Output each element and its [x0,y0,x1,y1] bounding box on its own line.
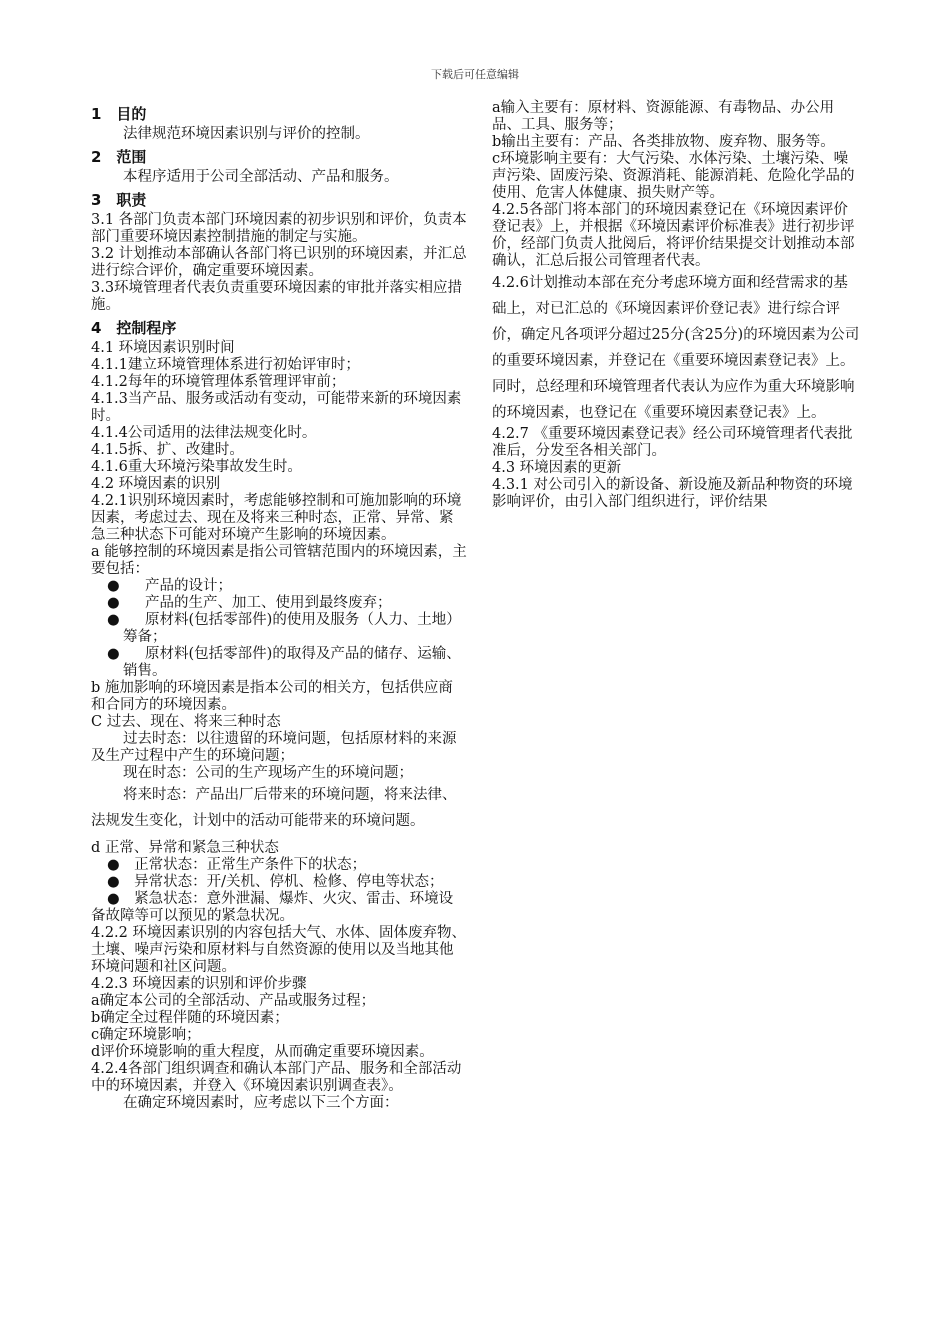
clause-4-2-2: 4.2.2 环境因素识别的内容包括大气、水体、固体废弃物、土壤、噪声污染和原材料与自然资源的使用以及当地其他环境问题和社区问题。 [91,925,467,975]
bullet-icon: ● [107,857,135,873]
output-item: b输出主要有：产品、各类排放物、废弃物、服务等。 [492,134,835,150]
bullet-item: ● 正常状态：正常生产条件下的状态； [107,857,367,873]
bullet-item: ● 产品的设计； [91,578,467,595]
clause-4-1-1: 4.1.1建立环境管理体系进行初始评审时； [91,357,360,373]
item-a: a 能够控制的环境因素是指公司管辖范围内的环境因素，主要包括： [91,544,467,577]
clause-4-2: 4.2 环境因素的识别 [91,476,221,492]
bullet-icon: ● [107,874,135,890]
bullet-icon: ● [107,891,135,907]
section-4-heading: 4 控制程序 [91,319,177,337]
bullet-item: ● 紧急状态：意外泄漏、爆炸、火灾、雷击、环境设备故障等可以预见的紧急状况。 [91,891,454,924]
future-state: 将来时态：产品出厂后带来的环境问题，将来法律、法规发生变化，计划中的活动可能带来的环境问题。 [91,787,457,829]
clause-4-1-2: 4.1.2每年的环境管理体系管理评审前； [91,374,346,390]
past-state: 过去时态：以往遗留的环境问题，包括原材料的来源及生产过程中产生的环境问题； [91,731,457,764]
section-3-heading: 3 职责 [91,191,147,209]
clause-3-1: 3.1 各部门负责本部门环境因素的初步识别和评价，负责本部门重要环境因素控制措施的制定与实施。 [91,212,467,245]
bullet-item: ● 产品的生产、加工、使用到最终废弃； [91,595,467,612]
clause-4-1-4: 4.1.4公司适用的法律法规变化时。 [91,425,317,441]
clause-4-2-1: 4.2.1识别环境因素时，考虑能够控制和可施加影响的环境因素，考虑过去、现在及将来三种时态，正常、异常、紧急三种状态下可能对环境产生影响的环境因素。 [91,493,462,543]
step-item: b确定全过程伴随的环境因素； [91,1010,289,1026]
clause-4-2-4-note: 在确定环境因素时，应考虑以下三个方面： [123,1095,399,1111]
bullet-icon: ● [107,578,120,594]
bullet-icon: ● [107,595,120,611]
clause-4-1-6: 4.1.6重大环境污染事故发生时。 [91,459,302,475]
bullet-icon: ● [107,646,120,662]
step-item: d评价环境影响的重大程度，从而确定重要环境因素。 [91,1044,434,1060]
right-column [492,100,862,511]
clause-4-3-1: 4.3.1 对公司引入的新设备、新设施及新品种物资的环境影响评价，由引入部门组织进行，评价结果 [492,477,853,510]
section-2-heading: 2 范围 [91,148,147,166]
item-d: d 正常、异常和紧急三种状态 [91,840,279,856]
clause-4-1: 4.1 环境因素识别时间 [91,340,235,356]
clause-3-2: 3.2 计划推动本部确认各部门将已识别的环境因素，并汇总进行综合评价，确定重要环境因素。 [91,246,467,279]
bullet-icon: ● [107,612,120,628]
step-item: a确定本公司的全部活动、产品或服务过程； [91,993,376,1009]
section-2-body: 本程序适用于公司全部活动、产品和服务。 [123,169,399,185]
step-item: c确定环境影响； [91,1027,201,1043]
bullet-item: ● 原材料(包括零部件)的取得及产品的储存、运输、销售。 [91,646,467,680]
clause-4-1-3: 4.1.3当产品、服务或活动有变动，可能带来新的环境因素时。 [91,391,462,424]
item-b: b 施加影响的环境因素是指本公司的相关方，包括供应商和合同方的环境因素。 [91,680,453,713]
clause-4-2-5: 4.2.5各部门将本部门的环境因素登记在《环境因素评价登记表》上，并根据《环境因素评价标准表》进行初步评价，经部门负责人批阅后，将评价结果提交计划推动本部确认，汇总后报公司管理者代表。 [492,202,855,269]
clause-4-2-7: 4.2.7 《重要环境因素登记表》经公司环境管理者代表批准后，分发至各相关部门。 [492,426,853,459]
item-c: C 过去、现在、将来三种时态 [91,714,281,730]
present-state: 现在时态：公司的生产现场产生的环境问题； [123,765,413,781]
page-header: 下载后可任意编辑 [431,68,519,81]
left-column [91,100,467,1112]
clause-4-2-6: 4.2.6计划推动本部在充分考虑环境方面和经营需求的基础上，对已汇总的《环境因素评价登记表》进行综合评价，确定凡各项评分超过25分(含25分)的环境因素为公司的重要环境因素，并登记在《重要环境因素登记表》上。同时，总经理和环境管理者代表认为应作为重大环境影响的环境因素，也登记在《重要环境因素登记表》上。 [492,275,860,421]
section-1-body: 法律规范环境因素识别与评价的控制。 [123,126,370,142]
clause-4-2-3: 4.2.3 环境因素的识别和评价步骤 [91,976,307,992]
clause-4-1-5: 4.1.5拆、扩、改建时。 [91,442,244,458]
bullet-item: ● 原材料(包括零部件)的使用及服务（人力、土地）筹备； [91,612,467,646]
clause-3-3: 3.3环境管理者代表负责重要环境因素的审批并落实相应措施。 [91,280,463,313]
bullet-item: ● 异常状态：开/关机、停机、检修、停电等状态； [107,874,444,890]
section-1-heading: 1 目的 [91,105,147,123]
impact-item: c环境影响主要有：大气污染、水体污染、土壤污染、噪声污染、固废污染、资源消耗、能源消耗、危险化学品的使用、危害人体健康、损失财产等。 [492,151,855,201]
input-item: a输入主要有：原材料、资源能源、有毒物品、办公用品、工具、服务等； [492,100,835,133]
clause-4-3: 4.3 环境因素的更新 [492,460,622,476]
clause-4-2-4: 4.2.4各部门组织调查和确认本部门产品、服务和全部活动中的环境因素，并登入《环境因素识别调查表》。 [91,1061,462,1094]
